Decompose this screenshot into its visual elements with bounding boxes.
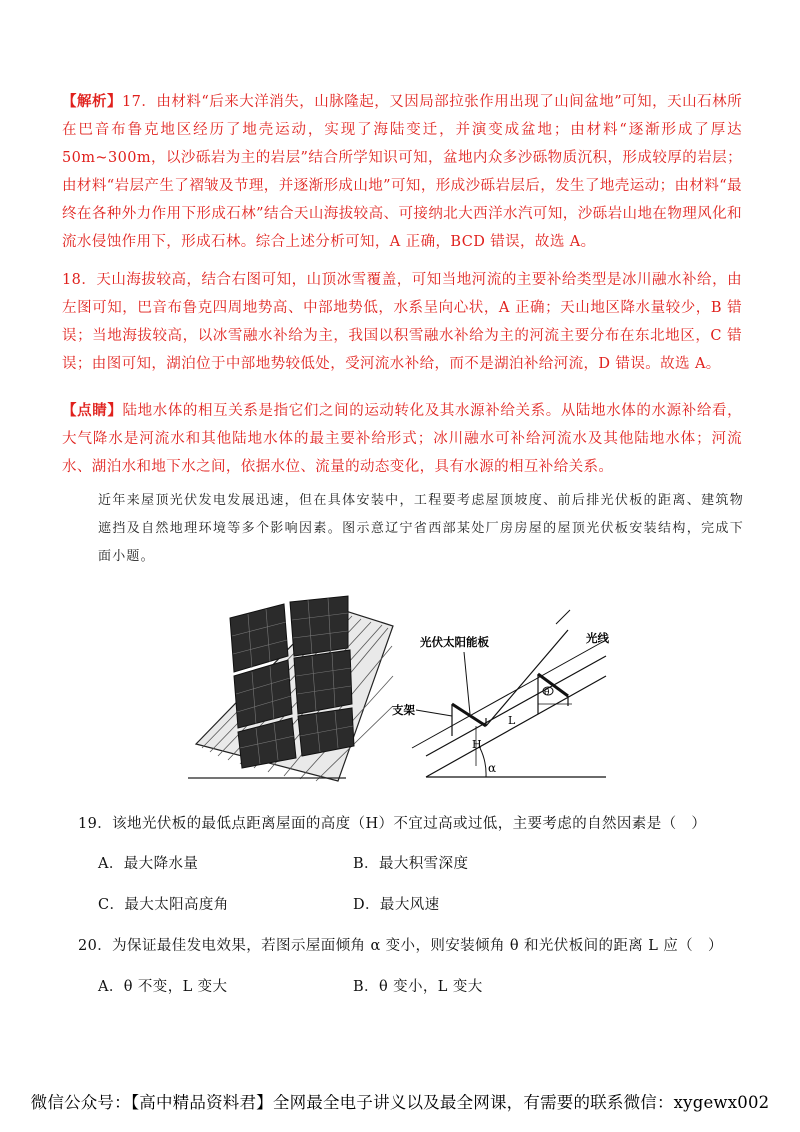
q19-option-d[interactable]: D．最大风速 [353,897,440,913]
analysis-18: 18．天山海拔较高，结合右图可知，山顶冰雪覆盖，可知当地河流的主要补给类型是冰川融水补给，由左图可知，巴音布鲁克四周地势高、中部地势低，水系呈向心状，A 正确；天山地区降水量较少，B 错误；当地海拔较高，以冰雪融水补给为主，我国以积雪融水补给为主的河流主要分布在东北地区，C 错误；由图可知，湖泊位于中部地势较低处，受河流水补给，而不是湖泊补给河流，D 错误。故选 A。 [62,272,742,372]
key-point-text: 陆地水体的相互关系是指它们之间的运动转化及其水源补给关系。从陆地水体的水源补给看，大气降水是河流水和其他陆地水体的最主要补给形式；冰川融水可补给河流水及其他陆地水体；河流水、湖泊水和地下水之间，依据水位、流量的动态变化，具有水源的相互补给关系。 [62,403,742,475]
q19-option-a[interactable]: A．最大降水量 [98,856,199,872]
q19-option-b[interactable]: B．最大积雪深度 [353,856,469,872]
q20-option-a[interactable]: A．θ 不变，L 变大 [98,979,228,995]
rooftop-panels-illustration [188,596,398,786]
key-point-tag: 【点睛】 [62,402,123,419]
installation-structure-diagram [392,596,610,786]
material-intro: 近年来屋顶光伏发电发展迅速，但在具体安装中，工程要考虑屋顶坡度、前后排光伏板的距离、建筑物遮挡及自然地理环境等多个影响因素。图示意辽宁省西部某处厂房房屋的屋顶光伏板安装结构，完成下面小题。 [98,493,744,564]
alpha-label: α [488,761,497,775]
q20-option-b[interactable]: B．θ 变小，L 变大 [353,979,483,995]
panel-label: 光伏太阳能板 [420,635,489,649]
analysis-tag: 【解析】 [62,93,122,110]
question-20-stem: 20．为保证最佳发电效果，若图示屋面倾角 α 变小，则安装倾角 θ 和光伏板间的距离 L 应（ ） [78,938,723,954]
support-label: 支架 [392,703,415,717]
q19-option-c[interactable]: C．最大太阳高度角 [98,897,229,913]
analysis-17 [62,88,742,256]
key-point [62,397,742,481]
question-19-stem: 19．该地光伏板的最低点距离屋面的高度（H）不宜过高或过低，主要考虑的自然因素是（ ） [78,816,707,832]
l-label: L [508,714,516,727]
theta-label: θ [544,688,550,698]
h-label: H [472,738,482,751]
footer-contact: 微信公众号：【高中精品资料君】全网最全电子讲义以及最全网课，有需要的联系微信：xygewx002 [30,1093,770,1112]
light-label: 光线 [586,631,609,645]
analysis-17-text: 17．由材料“后来大洋消失，山脉隆起，又因局部拉张作用出现了山间盆地”可知，天山石林所在巴音布鲁克地区经历了地壳运动，实现了海陆变迁，并演变成盆地；由材料“逐渐形成了厚达 50m~300m，以沙砾岩为主的岩层”结合所学知识可知，盆地内众多沙砾物质沉积，形成较厚的岩层；由材料“岩层产生了褶皱及节理，并逐渐形成山地”可知，形成沙砾岩层后，发生了地壳运动；由材料“最终在各种外力作用下形成石林”结合天山海拔较高、可接纳北大西洋水汽可知，沙砾岩山地在物理风化和流水侵蚀作用下，形成石林。综合上述分析可知，A 正确，BCD 错误，故选 A。 [62,94,742,250]
